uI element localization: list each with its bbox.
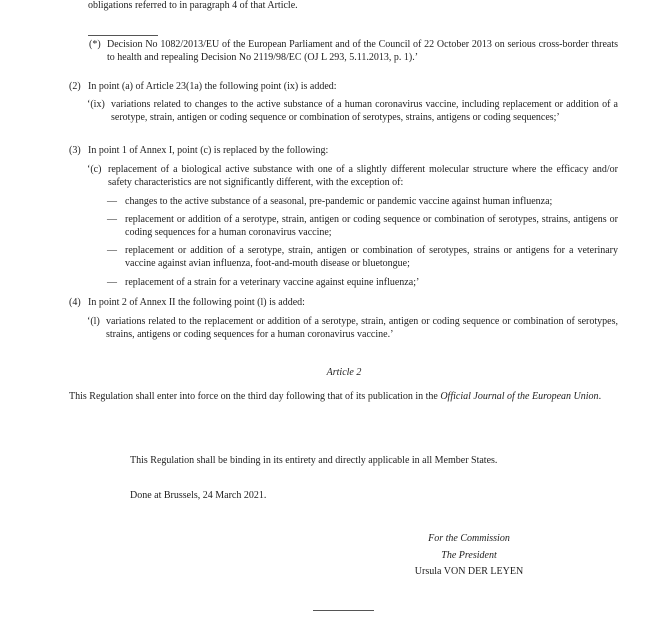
list-dash: — xyxy=(107,196,117,207)
footnote-marker: (*) xyxy=(89,39,101,50)
article-2-text-end: . xyxy=(598,391,602,402)
continuation-line: obligations referred to in paragraph 4 of that Article. xyxy=(88,0,298,11)
point-2-sub-label: ‘(ix) xyxy=(87,99,105,110)
done-at-line: Done at Brussels, 24 March 2021. xyxy=(130,490,267,501)
point-3-sub-text: replacement of a biological active substance with one of a slightly different molecular structure where the efficacy and/or safety characteristics are not significantly different, with the exception of: xyxy=(108,164,618,188)
list-dash: — xyxy=(107,245,117,256)
article-2-text-start: This Regulation shall enter into force on the third day following that of its publication in the xyxy=(69,391,441,402)
point-2-intro: In point (a) of Article 23(1a) the following point (ix) is added: xyxy=(88,81,337,92)
point-2-sub-text: variations related to changes to the active substance of a human coronavirus vaccine, including replacement or addition of a serotype, strain, antigen or coding sequence or combination of serotypes, strains, antigens or coding sequences;’ xyxy=(111,99,618,123)
end-separator xyxy=(313,610,374,611)
list-item: replacement or addition of a serotype, strain, antigen or combination of serotypes, strains or antigens for a veterinary vaccine against avian influenza, foot-and-mouth disease or bluetongue; xyxy=(125,245,618,269)
point-4-intro: In point 2 of Annex II the following point (l) is added: xyxy=(88,297,305,308)
list-item: changes to the active substance of a seasonal, pre-pandemic or pandemic vaccine against human influenza; xyxy=(125,196,553,207)
list-dash: — xyxy=(107,214,117,225)
point-3-sub-label: ‘(c) xyxy=(87,164,102,175)
article-2-text xyxy=(69,391,618,404)
list-item: replacement or addition of a serotype, strain, antigen or coding sequence or combination of serotypes, strains, antigens or coding sequences for a human coronavirus vaccine; xyxy=(125,214,618,238)
list-item: replacement of a strain for a veterinary vaccine against equine influenza;’ xyxy=(125,277,420,288)
article-2-heading: Article 2 xyxy=(326,367,362,378)
point-3-number: (3) xyxy=(69,145,81,156)
list-dash: — xyxy=(107,277,117,288)
official-journal-title: Official Journal of the European Union xyxy=(440,391,599,402)
signature-institution: For the Commission xyxy=(428,533,510,544)
binding-statement: This Regulation shall be binding in its entirety and directly applicable in all Member States. xyxy=(130,455,498,466)
point-4-sub-text: variations related to the replacement or addition of a serotype, strain, antigen or coding sequence or combination of serotypes, strains, antigens or coding sequences for a human coronavirus vaccine.’ xyxy=(106,316,618,340)
point-4-number: (4) xyxy=(69,297,81,308)
footnote-text: Decision No 1082/2013/EU of the European Parliament and of the Council of 22 October 2013 on serious cross-border threats to health and repealing Decision No 2119/98/EC (OJ L 293, 5.11.2013, p. 1).’ xyxy=(107,39,618,63)
footnote-separator xyxy=(88,35,158,36)
point-4-sub-label: ‘(l) xyxy=(87,316,100,327)
point-3-intro: In point 1 of Annex I, point (c) is replaced by the following: xyxy=(88,145,329,156)
signature-role: The President xyxy=(441,550,497,561)
signatory-name: Ursula VON DER LEYEN xyxy=(414,566,524,577)
point-2-number: (2) xyxy=(69,81,81,92)
